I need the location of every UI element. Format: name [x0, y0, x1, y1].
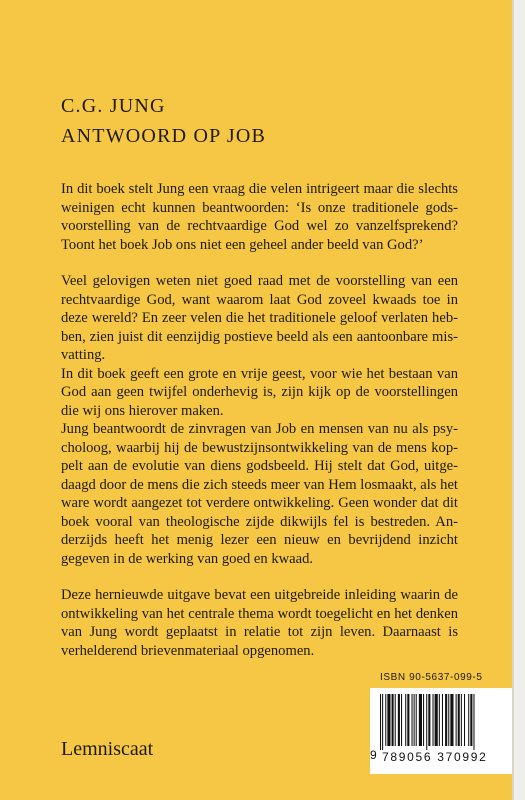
barcode: [370, 688, 512, 774]
page-edge: [512, 0, 525, 800]
author-name: C.G. JUNG: [61, 95, 166, 117]
book-title: ANTWOORD OP JOB: [61, 125, 267, 147]
publisher-name: Lemniscaat: [61, 738, 154, 760]
blurb-paragraph: Veel gelovigen weten niet goed raad met de voorstelling van een rechtvaardige God, want waarom laat God zoveel kwaads toe in deze wereld? En zeer velen die het traditionele geloof verlaten hebben, zien juist dit eenzijdig postieve beeld als een aantoonbare misvatting.: [61, 273, 458, 363]
barcode-digits: 789056 370992: [382, 750, 488, 764]
isbn-label: ISBN 90-5637-099-5: [380, 672, 483, 683]
barcode-bars-icon: [380, 694, 512, 750]
blurb-paragraph: Jung beantwoordt de zinvragen van Job en mensen van nu als psycholoog, waarbij hij de bewustzijnsontwikkeling van de mens koppelt aan de evolutie van diens godsbeeld. Hij stelt dat God, uitgedaagd door de mens die zich steeds meer van Hem losmaakt, als het ware wordt aangezet tot verdere ontwikkeling. Geen wonder dat dit boek vooral van theologische zijde dikwijls fel is bestreden. Anderzijds heeft het menig lezer een nieuw en bevrijdend inzicht gegeven in de werking van goed en kwaad.: [61, 421, 458, 567]
blurb-paragraph: Deze hernieuwde uitgave bevat een uitgebreide inleiding waarin de ontwikkeling van het centrale thema wordt toegelicht en het denken van Jung wordt geplaatst in relatie tot zijn leven. Daarnaast is verhelderend brievenmateriaal opgenomen.: [61, 587, 458, 659]
blurb-paragraph: In dit boek stelt Jung een vraag die velen intrigeert maar die slechts weinigen echt kunnen beantwoorden: ‘Is onze traditionele godsvoorstelling van de rechtvaardige God wel zo vanzelfsprekend? Toont het boek Job ons niet een geheel ander beeld van God?’: [61, 181, 458, 253]
blurb-paragraph: In dit boek geeft een grote en vrije geest, voor wie het bestaan van God aan geen twijfel onderhevig is, zijn kijk op de voorstellingen die wij ons hierover maken.: [61, 365, 458, 419]
barcode-lead-digit: 9: [370, 748, 377, 762]
blurb: [61, 180, 458, 660]
